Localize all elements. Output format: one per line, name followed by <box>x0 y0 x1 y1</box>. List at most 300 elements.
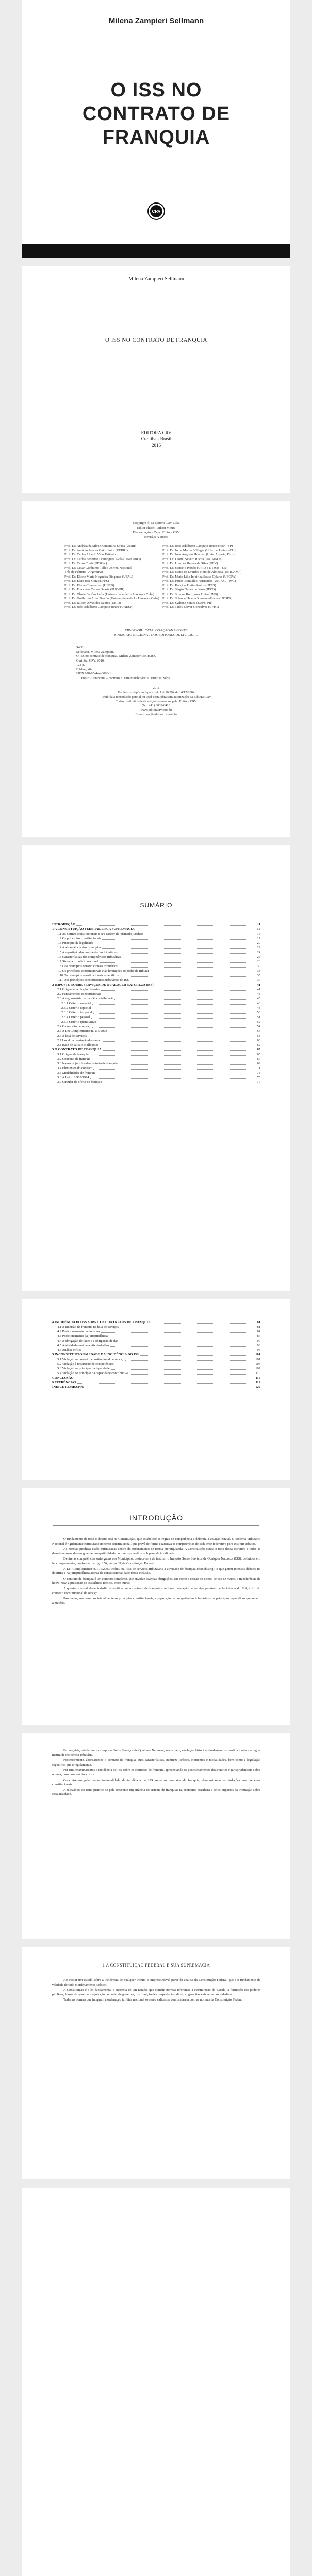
editorial-board-member: Prof. Dr. Élsio José Corá (UFFS) <box>64 579 109 583</box>
toc-leader <box>101 1329 253 1333</box>
editorial-board-row <box>64 575 260 580</box>
introduction-heading: INTRODUÇÃO <box>129 1514 184 1522</box>
toc-entry-page: 110 <box>255 1371 260 1375</box>
toc-entry <box>52 1071 260 1075</box>
body-paragraph: Todas as normas que integram a ordenação jurídica nacional só serão válidas se conformarem com as normas da Constituição Federal. <box>63 1998 243 2002</box>
introduction-page <box>22 1488 290 1725</box>
toc-entry-page: 104 <box>255 1362 260 1366</box>
cip-line: S468i <box>76 646 85 649</box>
cover-footer-bar <box>22 244 290 258</box>
editorial-board-member: Prof. Dr. Guillermo Arias Beatón (Universidade de La Havana - Cuba) <box>64 597 159 600</box>
toc-leader <box>114 996 253 1000</box>
chapter-page <box>22 1947 290 2179</box>
cip-subtitle: SINDICATO NACIONAL DOS EDITORES DE LIVROS, RJ <box>114 633 199 637</box>
half-title-page <box>22 266 290 493</box>
toc-entry <box>52 1376 260 1380</box>
editorial-board-member: Prof. Dr. Maria Lília Imbiriba Sousa Colares (UFOPA) <box>162 574 236 579</box>
toc-entry-page: 37 <box>257 978 260 982</box>
body-paragraph: O fundamento de todo o direito está na Constituição, que estabelece as regras de competência e delimita a atuação estatal. O Sistema Tributário Nacional é rigidamente estruturado no texto constitucional, que prevê de forma exaustiva as competências de cada ente federativo para instituir tributos. <box>52 1537 260 1546</box>
toc-entry-title: 2.3.3 Critério temporal <box>61 1011 92 1014</box>
editorial-board-member: Prof. Dr. João Adalberto Campato Junior (UNESP) <box>64 605 133 609</box>
toc-entry-page: 51 <box>257 1015 260 1019</box>
publisher-city: Curitiba - Brasil <box>141 436 172 442</box>
toc-leader <box>115 1362 253 1365</box>
toc-leader <box>94 941 253 944</box>
toc-entry-page: 46 <box>257 1002 260 1005</box>
toc-entry-title: 2.2 Fundamentos constitucionais <box>57 992 102 996</box>
toc-leader <box>111 1366 253 1370</box>
toc-entry-title: 3.1 Origem da franquia <box>57 1053 89 1056</box>
publisher-block <box>22 430 290 448</box>
editorial-board-member: Prof. Dr. Celso Conti (UFSCar) <box>64 562 107 565</box>
toc-entry-page: 26 <box>257 955 260 959</box>
editorial-board-member: Prof. Dr. Sydione Santos (UEPG PR) <box>162 601 212 605</box>
cover-title-line: CONTRATO DE <box>82 103 231 125</box>
introduction-continued-body <box>52 1749 260 1798</box>
toc-entry-title: 1.10 Os princípios constitucionais específicos <box>57 974 119 977</box>
toc-entry-title: 2 IMPOSTO SOBRE SERVIÇOS DE QUALQUER NATUREZA (ISS) <box>52 983 154 987</box>
toc-entry-page: 48 <box>257 1006 260 1010</box>
cip-line: ISBN 978-85-444-0000-1 <box>76 672 111 675</box>
toc-leader <box>90 1052 253 1056</box>
toc-entry <box>52 1334 260 1338</box>
editorial-board-member: Prof. Dr. Andréia da Silva Quintanilha Sousa (UNIR) <box>64 544 136 548</box>
toc-entry-page: 17 <box>257 937 260 940</box>
toc-entry <box>52 927 260 931</box>
cip-line: 128 p. <box>76 663 85 667</box>
toc-entry-title: 5.4 Violação ao princípio da capacidade contributiva <box>57 1371 128 1375</box>
toc-entry-page: 28 <box>257 960 260 963</box>
toc-entry <box>52 1033 260 1038</box>
toc-leader <box>92 1024 253 1028</box>
editorial-board-row <box>64 553 260 557</box>
toc-entry-page: 90 <box>257 1339 260 1343</box>
toc-entry-page: 22 <box>257 946 260 950</box>
toc-entry-page: 30 <box>257 964 260 968</box>
editorial-board-member: Prof. Dr. Rodrigo Pratte-Santos (UFES) <box>162 583 216 587</box>
cip-line: 1. Direito 2. Franquia – contrato 3. Direito tributário I. Título II. Série <box>76 676 170 680</box>
body-paragraph: A Lei Complementar n. 116/2003 incluiu na lista de serviços tributáveis a atividade de franquia (franchising), o que gerou intensos debates na doutrina e na jurisprudência acerca da constitucionalidade dessa inclusão. <box>52 1567 260 1575</box>
toc-entry-title: 1.9 Os princípios constitucionais e as limitações ao poder de tributar <box>57 969 149 973</box>
toc-entry-page: 65 <box>257 1048 260 1052</box>
toc-entry-title: 1.11 Dos princípios constitucionais tributários do ISS <box>57 978 129 982</box>
editorial-board-member: Três de Febrero - Argentina) <box>64 570 103 574</box>
editorial-board-member: Prof. Dr. Lourdes Helena da Silva (UFV) <box>162 562 218 565</box>
editorial-board-member: Prof. Dr. Marcelo Paixão (UFRJ e UTexas - US) <box>162 566 227 570</box>
toc-entry-title: 3.3 Natureza jurídica do contrato de franquia <box>57 1062 118 1065</box>
toc-entry-title: 2.5 A Lei Complementar n. 116/2003 <box>57 1029 107 1033</box>
toc-leader <box>110 1343 253 1347</box>
editorial-board-member: Prof. Dr. Elizeu Clementino (UNEB) <box>64 583 114 587</box>
toc-entry-page: 33 <box>257 969 260 973</box>
toc-entry <box>52 950 260 955</box>
toc-entry-title: 4.4 A obrigação de fazer e a obrigação de dar <box>57 1339 118 1343</box>
toc-entry-title: 2.3.5 Critério quantitativo <box>61 1020 96 1024</box>
toc-entry-title: 4.6 Análise crítica <box>57 1348 82 1352</box>
toc-entry <box>52 1075 260 1080</box>
toc-entry <box>52 955 260 959</box>
toc-entry-page: 81 <box>257 1325 260 1329</box>
editorial-board-member: Prof. Dr. Cesar Gerónimo Tello (Univer. Nacional <box>64 566 132 570</box>
toc-entry-title: 1.4 A abrangência dos princípios <box>57 946 102 950</box>
editorial-board-member: Prof. Dr. Joao Adalberto Campato Junior (FAP - SP) <box>162 544 233 548</box>
toc-entry-page: 15 <box>257 927 260 931</box>
legal-line: E-mail: sac@editoracrv.com.br <box>135 713 177 716</box>
toc-entry <box>52 1348 260 1352</box>
summary-continued-page <box>22 1299 290 1480</box>
toc-leader <box>90 1075 253 1079</box>
editorial-board-row <box>64 605 260 610</box>
toc-leader <box>136 927 253 930</box>
toc-entry-title: 3.7 Circular de oferta de franquia <box>57 1080 102 1084</box>
toc-entry-title: 1.6 Características das competências tributárias <box>57 955 121 959</box>
toc-entry <box>52 1362 260 1366</box>
toc-entry-page: 93 <box>257 1344 260 1347</box>
legal-line: Tel.: (41) 3039-6418 <box>142 704 170 707</box>
editorial-board-member: Prof. Dr. Francisco Carlos Duarte (PUC-PR) <box>64 588 125 591</box>
heading-rule <box>53 1525 259 1526</box>
toc-entry-title: 1.7 Sistema tributário nacional <box>57 960 98 963</box>
copyright-line: Diagramação e Capa: Editora CRV <box>133 531 180 534</box>
toc-entry-page: 20 <box>257 941 260 945</box>
toc-entry-title: 2.3.1 Critério material <box>61 1002 91 1005</box>
toc-leader <box>125 1357 253 1361</box>
toc-entry <box>52 1038 260 1043</box>
toc-leader <box>93 1010 253 1014</box>
toc-entry-page: 96 <box>257 1348 260 1352</box>
cover-title-line: FRANQUIA <box>102 127 210 148</box>
editorial-board-member: Prof. Dr. Jailson Alves dos Santos (UFRJ) <box>64 601 121 605</box>
toc-entry-page: 56 <box>257 1029 260 1033</box>
editorial-board-member: Prof. Dr. Carlos Federico Dominguez Avila (UNIEURO) <box>64 557 141 561</box>
introduction-body <box>52 1537 260 1606</box>
toc-entry <box>52 1066 260 1071</box>
toc-entry-page: 24 <box>257 951 260 954</box>
toc-entry-title: 5.2 Violação à repartição de competências <box>57 1362 114 1366</box>
toc-leader <box>119 1061 253 1065</box>
body-paragraph: As normas jurídicas estão estruturadas dentro do ordenamento de forma hierarquizada. A Constituição ocupa o topo dessa estrutura e todas as demais normas devem guardar compatibilidade com seus preceitos, sob pena de invalidade. <box>52 1547 260 1555</box>
toc-entry-title: 3.4 Elementos do contrato <box>57 1066 93 1070</box>
editorial-board-member: Prof. Dr. Leonel Severo Rocha (UNISINOS) <box>162 557 223 561</box>
toc-entry-title: 4.2 Posicionamento da doutrina <box>57 1330 100 1333</box>
toc-entry-page: 45 <box>257 997 260 1001</box>
toc-leader <box>119 964 253 968</box>
cover-page <box>22 0 290 258</box>
toc-entry-page: 77 <box>257 1080 260 1084</box>
toc-entry-title: 1.1 As normas constitucionais e seu caráter de 'primado jurídico' <box>57 932 144 936</box>
toc-leader <box>92 1001 253 1005</box>
toc-entry-title: 2.6 A lista de serviços <box>57 1034 87 1038</box>
toc-leader <box>102 992 253 995</box>
editorial-board-member: Prof. Dr. Sérgio Nunes de Jesus (IFRO) <box>162 588 216 591</box>
legal-notice <box>22 686 290 717</box>
editorial-board-member: Prof. Dr. Jorge Molina Villegas (Univ. de Jovias - CH) <box>162 548 236 552</box>
legal-line: www.editoracrv.com.br <box>140 708 172 712</box>
toc-entry <box>52 1057 260 1061</box>
toc-leader <box>92 1006 253 1009</box>
editorial-board-member: Prof. Dr. Simone Rodrigues Pinto (UNB) <box>162 592 218 596</box>
toc-leader <box>91 1057 253 1060</box>
toc-entry <box>52 1029 260 1033</box>
toc-entry <box>52 1380 260 1385</box>
cip-line: Sellmann, Milena Zampieri. <box>76 650 114 654</box>
publisher-name: EDITORA CRV <box>141 430 172 435</box>
chapter-body <box>52 1978 260 2004</box>
toc-entry-page: 60 <box>257 1039 260 1042</box>
toc-entry-page: 119 <box>255 1381 260 1384</box>
toc-entry <box>52 945 260 950</box>
toc-leader <box>120 973 253 977</box>
toc-leader <box>119 950 253 954</box>
toc-leader <box>140 1352 253 1356</box>
chapter-heading: 1 A CONSTITUIÇÃO FEDERAL E SUA SUPREMACIA <box>102 1963 210 1968</box>
toc-leader <box>93 1066 253 1070</box>
summary-page <box>22 845 290 1291</box>
toc-entry-page: 50 <box>257 1011 260 1014</box>
editorial-board-row <box>64 601 260 606</box>
toc-entry <box>52 1024 260 1029</box>
toc-leader <box>144 931 253 935</box>
toc-entry <box>52 922 260 927</box>
editorial-board-row <box>64 588 260 592</box>
toc-entry-title: 2.3 A regra-matriz de incidência tributária <box>57 997 114 1001</box>
toc-entry <box>52 1385 260 1389</box>
toc-leader <box>150 969 253 972</box>
toc-entry-page: 41 <box>257 988 260 991</box>
editorial-board-row <box>64 579 260 584</box>
toc-entry <box>52 973 260 978</box>
toc-entry-title: ÍNDICE REMISSIVO <box>52 1385 85 1389</box>
editorial-board-row <box>64 557 260 562</box>
publisher-year: 2016 <box>152 443 161 448</box>
toc-leader <box>75 1376 253 1379</box>
toc-entry <box>52 931 260 936</box>
copyright-line: Revisão: A autora <box>144 535 169 539</box>
toc-entry <box>52 1015 260 1020</box>
toc-entry <box>52 1366 260 1371</box>
copyright-line: Editor-chefe: Railson Moura <box>137 526 176 530</box>
body-paragraph: Em seguida, estudaremos o Imposto Sobre Serviços de Qualquer Natureza, sua origem, evolução histórica, fundamentos constitucionais e a regra-matriz de incidência tributária. <box>52 1749 260 1757</box>
toc-entry-title: CONCLUSÃO <box>52 1376 74 1380</box>
toc-entry <box>52 941 260 945</box>
toc-entry-title: REFERÊNCIAS <box>52 1381 76 1384</box>
editorial-board-row <box>64 584 260 588</box>
cover-title <box>22 78 290 149</box>
editorial-board-row <box>64 570 260 575</box>
toc-entry <box>52 959 260 964</box>
body-paragraph: Para tanto, analisaremos inicialmente os princípios constitucionais, a repartição de competências tributárias e os princípios específicos que regem a matéria. <box>52 1597 260 1605</box>
toc-entry-title: 5.1 Violação ao conceito constitucional de serviço <box>57 1358 125 1361</box>
toc-entry-page: 101 <box>255 1353 260 1357</box>
editorial-board-member: Prof. Dr. Carlos Alberto Vilar Estêvão <box>64 553 116 556</box>
toc-entry-page: 81 <box>257 1320 260 1324</box>
toc-entry-page: 84 <box>257 1330 260 1333</box>
toc-entry-page: 11 <box>257 923 260 926</box>
toc-entry <box>52 996 260 1001</box>
toc-leader <box>103 1038 253 1042</box>
body-paragraph: Por fim, examinaremos a incidência do ISS sobre os contratos de franquia, apresentando os posicionamentos doutrinários e jurisprudenciais sobre o tema, com uma análise crítica. <box>52 1768 260 1776</box>
toc-entry <box>52 1343 260 1348</box>
toc-entry-page: 101 <box>255 1358 260 1361</box>
cover-author: Milena Zampieri Sellmann <box>108 16 204 25</box>
toc-entry-page: 115 <box>255 1376 260 1380</box>
toc-leader <box>101 987 253 991</box>
toc-entry <box>52 1338 260 1343</box>
toc-entry-page: 65 <box>257 1053 260 1056</box>
editorial-board-member: Prof. Dr. Paulo Romualdo Hernandes (UNIFAL - MG) <box>162 579 236 583</box>
cip-line: Curitiba: CRV, 2016. <box>76 658 105 663</box>
toc-leader <box>155 982 253 986</box>
editorial-board-row <box>64 549 260 553</box>
toc-leader <box>129 1371 253 1375</box>
toc-entry-page: 15 <box>257 932 260 936</box>
editorial-board-member: Prof. Dr. Solange Helena Ximenes-Rocha (UFOPA) <box>162 597 233 600</box>
toc-leader <box>152 1320 253 1324</box>
toc-entry <box>52 1052 260 1057</box>
toc-leader <box>102 936 253 940</box>
copyright-page <box>22 501 290 837</box>
half-title-author: Milena Zampieri Sellmann <box>128 276 184 282</box>
editorial-board-row <box>64 592 260 597</box>
toc-entry <box>52 987 260 992</box>
cip-line: Bibliografia <box>76 667 93 671</box>
toc-entry <box>52 1352 260 1357</box>
toc-entry-title: 5.3 Violação ao princípio da legalidade <box>57 1367 110 1370</box>
toc-entry-title: 3.6 A Lei n. 8.955/1994 <box>57 1076 89 1079</box>
toc-leader <box>109 1334 253 1337</box>
toc-entry <box>52 1043 260 1047</box>
toc-entry-title: 1.5 A repartição das competências tributárias <box>57 951 118 954</box>
cip-record <box>72 643 257 683</box>
toc-entry-title: 1 A CONSTITUIÇÃO FEDERAL E SUA SUPREMACIA <box>52 927 135 931</box>
toc-entry-title: 3.5 Modalidades de franquia <box>57 1071 96 1075</box>
editorial-board-member: Prof. Dr. Maria de Lourdes Pinto de Almeida (UNICAMP) <box>162 570 242 574</box>
toc-entry-title: 5 INCONSTITUCIONALIDADE DA INCIDÊNCIA DO ISS <box>52 1353 139 1357</box>
toc-leader <box>85 1385 253 1388</box>
body-paragraph: A relevância do tema justifica-se pela crescente importância do sistema de franquias na economia brasileira e pelos impactos da tributação sobre essa atividade. <box>52 1788 260 1797</box>
toc-leader <box>96 1071 253 1074</box>
toc-entry <box>52 978 260 982</box>
toc-entry-title: 2.3.2 Critério espacial <box>61 1006 91 1010</box>
editorial-board-member: Prof. Dr. Juan Augusto Huamán (Univ. Agraria, Peru) <box>162 553 235 556</box>
editorial-board-member: Prof. Dr. Antônio Pereira Gaio Júnior (UFRRJ) <box>64 548 128 552</box>
toc-entry <box>52 1329 260 1334</box>
toc-entry-title: 1.8 Dos princípios constitucionais tributários <box>57 964 118 968</box>
body-paragraph: Ao iniciar um estudo sobre a incidência de qualquer tributo, é imprescindível partir da análise da Constituição Federal, que é o fundamento de validade de todo o ordenamento jurídico. <box>52 1978 260 1987</box>
body-paragraph: Dentre as competências outorgadas aos Municípios, destaca-se a de instituir o Imposto Sobre Serviços de Qualquer Natureza (ISS), definidos em lei complementar, conforme o artigo 156, inciso III, da Constituição Federal. <box>52 1557 260 1565</box>
publisher-logo-icon <box>147 202 166 221</box>
toc-entry-page: 125 <box>255 1385 260 1389</box>
body-paragraph: A Constituição é a lei fundamental e suprema de um Estado, que contém normas referentes à estruturação do Estado, à formação dos poderes públicos, forma de governo e aquisição do poder de governar, distribuição de competências, direitos, garantias e deveres dos cidadãos. <box>52 1988 260 1996</box>
summary-heading: SUMÁRIO <box>140 902 173 909</box>
legal-line: 2016 <box>153 686 160 690</box>
toc-entry-title: 2.8 Base de cálculo e alíquotas <box>57 1043 99 1047</box>
toc-leader <box>102 945 253 949</box>
toc-entry-title: 2.7 Local da prestação do serviço <box>57 1039 102 1042</box>
editorial-board-member: Prof. Dr. Gloria Fariñas León (Universidade de La Havana - Cuba) <box>64 592 154 596</box>
table-of-contents <box>52 922 260 1084</box>
editorial-board-member: Prof. Dr. Tadeu Oliver Gonçalves (UFPA) <box>162 605 219 609</box>
toc-leader <box>130 978 253 981</box>
toc-entry <box>52 1001 260 1006</box>
legal-line: Foi feito o depósito legal conf. Lei 10.994 de 14/12/2004 <box>118 690 195 694</box>
toc-entry <box>52 1325 260 1329</box>
toc-entry-page: 58 <box>257 1034 260 1038</box>
toc-leader <box>77 1380 253 1384</box>
body-paragraph: O contrato de franquia é um contrato complexo, que envolve diversas obrigações, tais como a cessão do direito de uso de marca, a transferência de know-how, a prestação de assistência técnica, entre outras. <box>52 1577 260 1585</box>
toc-entry-page: 107 <box>255 1367 260 1370</box>
toc-leader <box>97 1020 253 1023</box>
toc-entry-title: 4.5 A atividade-meio e a atividade-fim <box>57 1344 109 1347</box>
toc-leader <box>120 1325 253 1328</box>
toc-entry-page: 35 <box>257 974 260 977</box>
toc-entry-page: 73 <box>257 1071 260 1075</box>
toc-leader <box>100 1043 253 1046</box>
toc-entry-page: 69 <box>257 1062 260 1065</box>
toc-leader <box>76 922 253 926</box>
cip-title: CIP-BRASIL. CATALOGAÇÃO-NA-FONTE <box>125 629 188 632</box>
toc-leader <box>83 1348 253 1351</box>
toc-entry-title: 4.3 Posicionamento da jurisprudência <box>57 1334 108 1338</box>
cover-title-line: O ISS NO <box>110 79 202 101</box>
body-paragraph: Posteriormente, abordaremos o contrato de franquia, suas características, natureza jurídica, elementos e modalidades, bem como a legislação específica que o regulamenta. <box>52 1758 260 1767</box>
toc-leader <box>88 1033 253 1037</box>
table-of-contents-continued <box>52 1320 260 1389</box>
toc-entry-page: 54 <box>257 1025 260 1028</box>
legal-line: Todos os direitos desta edição reservados pela: Editora CRV <box>116 699 197 703</box>
toc-entry-title: 2.4 O conceito de serviço <box>57 1025 92 1028</box>
toc-entry-page: 67 <box>257 1057 260 1061</box>
toc-leader <box>91 1015 253 1019</box>
toc-entry-page: 62 <box>257 1043 260 1047</box>
toc-entry-page: 71 <box>257 1066 260 1070</box>
half-title-title: O ISS NO CONTRATO DE FRANQUIA <box>105 337 207 343</box>
toc-leader <box>122 955 253 958</box>
toc-entry <box>52 1357 260 1362</box>
legal-line: Proibida a reprodução parcial ou total desta obra sem autorização da Editora CRV <box>101 695 211 699</box>
toc-entry <box>52 1020 260 1024</box>
toc-entry <box>52 982 260 987</box>
editorial-board-row <box>64 566 260 571</box>
toc-leader <box>103 1080 253 1083</box>
toc-entry-title: 3 O CONTRATO DE FRANQUIA <box>52 1048 102 1052</box>
toc-entry <box>52 992 260 996</box>
toc-entry <box>52 1371 260 1376</box>
blank-page <box>22 2188 290 2576</box>
body-paragraph: A questão central deste trabalho é verificar se o contrato de franquia configura prestação de serviço passível de incidência do ISS, à luz do conceito constitucional de serviço. <box>52 1586 260 1595</box>
toc-entry <box>52 969 260 973</box>
cip-line: O ISS no contrato de franquia / Milena Zampieri Sellmann. – <box>76 654 159 658</box>
toc-entry-page: 75 <box>257 1076 260 1079</box>
toc-entry-title: INTRODUÇÃO <box>52 923 76 926</box>
toc-entry-page: 43 <box>257 992 260 996</box>
toc-entry <box>52 1080 260 1084</box>
toc-entry <box>52 1047 260 1052</box>
editorial-board-row <box>64 597 260 601</box>
editorial-board-row <box>64 544 260 549</box>
toc-entry-title: 3.2 Conceito de franquia <box>57 1057 91 1061</box>
toc-entry <box>52 1061 260 1066</box>
editorial-board <box>64 544 260 610</box>
toc-entry-title: 1.3 Princípio da legalidade <box>57 941 93 945</box>
toc-leader <box>100 959 253 963</box>
toc-entry <box>52 1006 260 1010</box>
toc-entry <box>52 1320 260 1325</box>
toc-entry-page: 87 <box>257 1334 260 1338</box>
toc-entry-page: 41 <box>257 983 260 987</box>
toc-leader <box>108 1029 253 1032</box>
toc-entry-page: 52 <box>257 1020 260 1024</box>
